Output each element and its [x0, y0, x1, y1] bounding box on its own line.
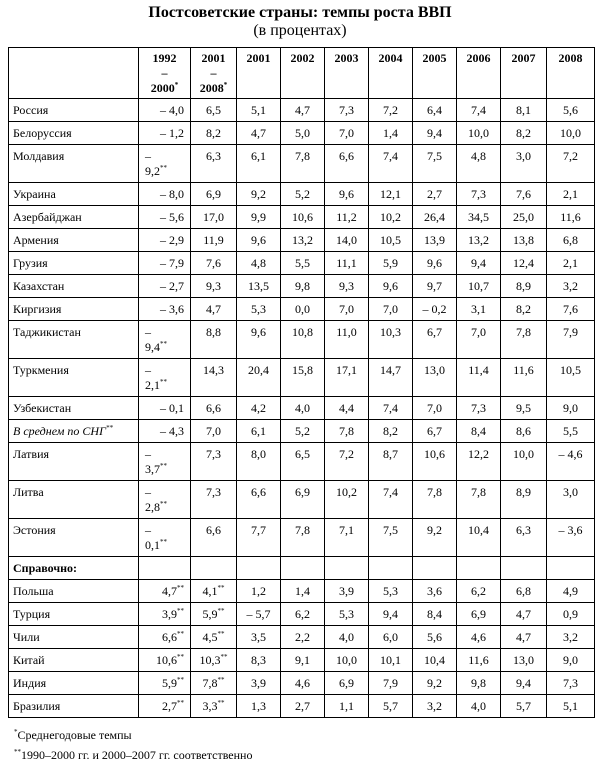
- cell-value: 2,1: [547, 183, 595, 206]
- cell-value: 5,2: [281, 183, 325, 206]
- cell-value: 9,7: [413, 275, 457, 298]
- cell-value: 9,4: [457, 252, 501, 275]
- header-col: 1992 – 2000*: [139, 48, 191, 99]
- cell-value: 6,6**: [139, 626, 191, 649]
- row-label: Туркмения: [9, 359, 139, 397]
- cell-value: 7,0: [413, 397, 457, 420]
- cell-value: 3,9**: [139, 603, 191, 626]
- cell-value: 11,2: [325, 206, 369, 229]
- cell-value: 4,5**: [191, 626, 237, 649]
- cell-value: [191, 557, 237, 580]
- cell-value: – 8,0: [139, 183, 191, 206]
- cell-value: 9,1: [281, 649, 325, 672]
- footnote-1: *Среднегодовые темпы: [14, 728, 132, 742]
- cell-value: 7,8: [501, 321, 547, 359]
- cell-value: – 0,1**: [139, 519, 191, 557]
- table-row: [9, 443, 595, 481]
- cell-value: 4,7**: [139, 580, 191, 603]
- cell-value: 3,2: [413, 695, 457, 718]
- cell-value: 5,7: [369, 695, 413, 718]
- cell-value: 7,4: [457, 99, 501, 122]
- cell-value: – 2,8**: [139, 481, 191, 519]
- cell-value: 9,6: [325, 183, 369, 206]
- row-label: Бразилия: [9, 695, 139, 718]
- cell-value: 10,1: [369, 649, 413, 672]
- cell-value: – 2,7: [139, 275, 191, 298]
- cell-value: [501, 557, 547, 580]
- cell-value: 7,3: [191, 443, 237, 481]
- cell-value: – 2,1**: [139, 359, 191, 397]
- header-col: 2007: [501, 48, 547, 99]
- cell-value: 6,1: [237, 145, 281, 183]
- cell-value: 14,0: [325, 229, 369, 252]
- cell-value: 8,2: [191, 122, 237, 145]
- cell-value: 7,8: [281, 519, 325, 557]
- table-row: [9, 298, 595, 321]
- cell-value: [369, 557, 413, 580]
- cell-value: 4,6: [281, 672, 325, 695]
- cell-value: 13,0: [501, 649, 547, 672]
- cell-value: 11,1: [325, 252, 369, 275]
- row-label: Таджикистан: [9, 321, 139, 359]
- cell-value: 13,2: [457, 229, 501, 252]
- cell-value: 6,7: [413, 420, 457, 443]
- cell-value: 7,8: [281, 145, 325, 183]
- cell-value: 10,0: [547, 122, 595, 145]
- cell-value: 10,0: [501, 443, 547, 481]
- cell-value: 3,0: [547, 481, 595, 519]
- cell-value: 9,4: [413, 122, 457, 145]
- row-label: Узбекистан: [9, 397, 139, 420]
- cell-value: 7,0: [457, 321, 501, 359]
- row-label: Белоруссия: [9, 122, 139, 145]
- cell-value: 9,2: [413, 672, 457, 695]
- cell-value: 11,6: [501, 359, 547, 397]
- cell-value: 7,6: [547, 298, 595, 321]
- cell-value: 8,4: [457, 420, 501, 443]
- cell-value: 6,0: [369, 626, 413, 649]
- cell-value: 13,9: [413, 229, 457, 252]
- cell-value: 6,5: [281, 443, 325, 481]
- cell-value: 9,8: [457, 672, 501, 695]
- cell-value: 3,2: [547, 626, 595, 649]
- cell-value: 6,5: [191, 99, 237, 122]
- row-label: Польша: [9, 580, 139, 603]
- header-col: 2005: [413, 48, 457, 99]
- cell-value: 10,7: [457, 275, 501, 298]
- cell-value: 10,5: [547, 359, 595, 397]
- cell-value: 1,4: [281, 580, 325, 603]
- page-subtitle: (в процентах): [253, 22, 347, 39]
- cell-value: 7,3: [191, 481, 237, 519]
- table-row: [9, 672, 595, 695]
- header-country: [9, 48, 139, 99]
- cell-value: 6,6: [237, 481, 281, 519]
- cell-value: 12,1: [369, 183, 413, 206]
- cell-value: 7,6: [191, 252, 237, 275]
- gdp-growth-table: [8, 47, 595, 718]
- cell-value: – 3,7**: [139, 443, 191, 481]
- row-label: Азербайджан: [9, 206, 139, 229]
- table-row: [9, 229, 595, 252]
- table-row: [9, 145, 595, 183]
- table-row: [9, 580, 595, 603]
- row-label: Литва: [9, 481, 139, 519]
- cell-value: 12,2: [457, 443, 501, 481]
- cell-value: 4,4: [325, 397, 369, 420]
- cell-value: 6,2: [281, 603, 325, 626]
- cell-value: – 2,9: [139, 229, 191, 252]
- table-row: [9, 626, 595, 649]
- cell-value: 9,2: [237, 183, 281, 206]
- cell-value: 5,1: [237, 99, 281, 122]
- cell-value: – 9,2**: [139, 145, 191, 183]
- cell-value: 17,0: [191, 206, 237, 229]
- cell-value: 25,0: [501, 206, 547, 229]
- cell-value: – 5,7: [237, 603, 281, 626]
- cell-value: 4,1**: [191, 580, 237, 603]
- cell-value: 10,0: [457, 122, 501, 145]
- row-label: Киргизия: [9, 298, 139, 321]
- cell-value: 7,2: [325, 443, 369, 481]
- table-row: [9, 275, 595, 298]
- cell-value: 3,3**: [191, 695, 237, 718]
- section-row: [9, 557, 595, 580]
- cell-value: [325, 557, 369, 580]
- row-label: Индия: [9, 672, 139, 695]
- cell-value: 7,4: [369, 481, 413, 519]
- cell-value: 8,6: [501, 420, 547, 443]
- cell-value: 5,9: [369, 252, 413, 275]
- cell-value: 9,0: [547, 397, 595, 420]
- cell-value: 8,9: [501, 275, 547, 298]
- row-label: Турция: [9, 603, 139, 626]
- cell-value: 9,2: [413, 519, 457, 557]
- cell-value: 9,0: [547, 649, 595, 672]
- cell-value: – 0,1: [139, 397, 191, 420]
- table-row: [9, 397, 595, 420]
- row-label: Эстония: [9, 519, 139, 557]
- cell-value: – 9,4**: [139, 321, 191, 359]
- row-label: Грузия: [9, 252, 139, 275]
- cell-value: 7,5: [369, 519, 413, 557]
- cell-value: 1,1: [325, 695, 369, 718]
- row-label: Чили: [9, 626, 139, 649]
- table-row: [9, 519, 595, 557]
- cell-value: 11,9: [191, 229, 237, 252]
- cell-value: 5,6: [547, 99, 595, 122]
- row-label: Казахстан: [9, 275, 139, 298]
- header-col: 2001: [237, 48, 281, 99]
- cell-value: 7,8: [413, 481, 457, 519]
- cell-value: 7,2: [369, 99, 413, 122]
- footnote-2: **1990–2000 гг. и 2000–2007 гг. соответственно: [14, 748, 253, 762]
- cell-value: 10,3**: [191, 649, 237, 672]
- cell-value: 10,0: [325, 649, 369, 672]
- cell-value: 10,5: [369, 229, 413, 252]
- cell-value: 7,3: [325, 99, 369, 122]
- cell-value: 6,9: [281, 481, 325, 519]
- cell-value: 6,4: [413, 99, 457, 122]
- table-row: [9, 122, 595, 145]
- cell-value: 10,8: [281, 321, 325, 359]
- cell-value: 12,4: [501, 252, 547, 275]
- cell-value: 1,4: [369, 122, 413, 145]
- cell-value: 34,5: [457, 206, 501, 229]
- row-label: Китай: [9, 649, 139, 672]
- cell-value: 7,9: [547, 321, 595, 359]
- table-row: [9, 695, 595, 718]
- cell-value: 4,8: [457, 145, 501, 183]
- header-col: 2001 – 2008*: [191, 48, 237, 99]
- cell-value: 7,8**: [191, 672, 237, 695]
- row-label: Россия: [9, 99, 139, 122]
- cell-value: 5,3: [237, 298, 281, 321]
- cell-value: 11,4: [457, 359, 501, 397]
- cell-value: 7,9: [369, 672, 413, 695]
- row-label: Украина: [9, 183, 139, 206]
- cell-value: 4,6: [457, 626, 501, 649]
- cell-value: 3,9: [237, 672, 281, 695]
- cell-value: 3,6: [413, 580, 457, 603]
- cell-value: 2,7**: [139, 695, 191, 718]
- cell-value: [237, 557, 281, 580]
- cell-value: 4,7: [237, 122, 281, 145]
- cell-value: [139, 557, 191, 580]
- cell-value: 8,2: [501, 298, 547, 321]
- cell-value: [457, 557, 501, 580]
- cell-value: 7,0: [369, 298, 413, 321]
- page-title: Постсоветские страны: темпы роста ВВП: [148, 4, 452, 21]
- table-row: [9, 252, 595, 275]
- cell-value: 5,3: [325, 603, 369, 626]
- cell-value: 9,9: [237, 206, 281, 229]
- cell-value: 5,9**: [139, 672, 191, 695]
- cell-value: 9,4: [501, 672, 547, 695]
- table-row: [9, 603, 595, 626]
- cell-value: 3,0: [501, 145, 547, 183]
- cell-value: 6,9: [457, 603, 501, 626]
- cell-value: 5,5: [547, 420, 595, 443]
- cell-value: 6,1: [237, 420, 281, 443]
- cell-value: 6,3: [501, 519, 547, 557]
- cell-value: 4,7: [501, 626, 547, 649]
- header-col: 2003: [325, 48, 369, 99]
- cell-value: 3,9: [325, 580, 369, 603]
- cell-value: 5,2: [281, 420, 325, 443]
- cell-value: 9,3: [325, 275, 369, 298]
- cell-value: 14,3: [191, 359, 237, 397]
- cell-value: 5,9**: [191, 603, 237, 626]
- cell-value: – 0,2: [413, 298, 457, 321]
- cell-value: 4,8: [237, 252, 281, 275]
- cell-value: 5,7: [501, 695, 547, 718]
- cell-value: 8,2: [501, 122, 547, 145]
- cell-value: 10,4: [413, 649, 457, 672]
- cell-value: 7,3: [547, 672, 595, 695]
- table-row: [9, 649, 595, 672]
- table-row: [9, 183, 595, 206]
- cell-value: 8,8: [191, 321, 237, 359]
- cell-value: 13,8: [501, 229, 547, 252]
- cell-value: 4,2: [237, 397, 281, 420]
- cell-value: 7,8: [457, 481, 501, 519]
- table-row: [9, 99, 595, 122]
- cell-value: 13,5: [237, 275, 281, 298]
- cell-value: 6,6: [325, 145, 369, 183]
- cell-value: 6,6: [191, 519, 237, 557]
- cell-value: 9,3: [191, 275, 237, 298]
- cell-value: 6,9: [191, 183, 237, 206]
- cell-value: 4,7: [191, 298, 237, 321]
- cell-value: 10,6: [413, 443, 457, 481]
- table-row: [9, 420, 595, 443]
- cell-value: – 3,6: [547, 519, 595, 557]
- header-col: 2008: [547, 48, 595, 99]
- cell-value: 7,5: [413, 145, 457, 183]
- cell-value: – 4,6: [547, 443, 595, 481]
- cell-value: 7,6: [501, 183, 547, 206]
- cell-value: 7,3: [457, 183, 501, 206]
- cell-value: 6,3: [191, 145, 237, 183]
- cell-value: 9,8: [281, 275, 325, 298]
- cell-value: 8,0: [237, 443, 281, 481]
- header-col: 2006: [457, 48, 501, 99]
- cell-value: 4,0: [281, 397, 325, 420]
- cell-value: – 3,6: [139, 298, 191, 321]
- cell-value: 2,2: [281, 626, 325, 649]
- cell-value: 4,7: [501, 603, 547, 626]
- cell-value: 3,1: [457, 298, 501, 321]
- cell-value: 10,2: [369, 206, 413, 229]
- cell-value: 9,6: [369, 275, 413, 298]
- cell-value: 7,0: [325, 298, 369, 321]
- row-label: Молдавия: [9, 145, 139, 183]
- cell-value: 10,6**: [139, 649, 191, 672]
- cell-value: 1,2: [237, 580, 281, 603]
- table-row: [9, 206, 595, 229]
- cell-value: 20,4: [237, 359, 281, 397]
- cell-value: 9,6: [237, 229, 281, 252]
- cell-value: 7,1: [325, 519, 369, 557]
- cell-value: 7,0: [325, 122, 369, 145]
- cell-value: 8,4: [413, 603, 457, 626]
- cell-value: 14,7: [369, 359, 413, 397]
- table-row: [9, 481, 595, 519]
- cell-value: – 4,3: [139, 420, 191, 443]
- cell-value: 5,6: [413, 626, 457, 649]
- cell-value: 6,8: [547, 229, 595, 252]
- cell-value: [413, 557, 457, 580]
- cell-value: 4,0: [325, 626, 369, 649]
- cell-value: 7,7: [237, 519, 281, 557]
- cell-value: 5,0: [281, 122, 325, 145]
- cell-value: 10,3: [369, 321, 413, 359]
- cell-value: 15,8: [281, 359, 325, 397]
- cell-value: 4,7: [281, 99, 325, 122]
- table-row: [9, 321, 595, 359]
- cell-value: 17,1: [325, 359, 369, 397]
- cell-value: 0,0: [281, 298, 325, 321]
- cell-value: 6,2: [457, 580, 501, 603]
- cell-value: 7,2: [547, 145, 595, 183]
- cell-value: 8,2: [369, 420, 413, 443]
- row-label: Армения: [9, 229, 139, 252]
- cell-value: 8,1: [501, 99, 547, 122]
- cell-value: 5,3: [369, 580, 413, 603]
- cell-value: 2,7: [413, 183, 457, 206]
- cell-value: 6,7: [413, 321, 457, 359]
- cell-value: [547, 557, 595, 580]
- cell-value: 10,2: [325, 481, 369, 519]
- table-row: [9, 359, 595, 397]
- cell-value: 3,2: [547, 275, 595, 298]
- cell-value: – 5,6: [139, 206, 191, 229]
- cell-value: 8,9: [501, 481, 547, 519]
- row-label: Справочно:: [9, 557, 139, 580]
- cell-value: 2,7: [281, 695, 325, 718]
- cell-value: 2,1: [547, 252, 595, 275]
- header-col: 2004: [369, 48, 413, 99]
- cell-value: 7,4: [369, 397, 413, 420]
- cell-value: 9,6: [413, 252, 457, 275]
- cell-value: 7,8: [325, 420, 369, 443]
- cell-value: 6,6: [191, 397, 237, 420]
- cell-value: 4,0: [457, 695, 501, 718]
- cell-value: 9,5: [501, 397, 547, 420]
- cell-value: 6,9: [325, 672, 369, 695]
- cell-value: 7,0: [191, 420, 237, 443]
- cell-value: 11,6: [547, 206, 595, 229]
- cell-value: 10,4: [457, 519, 501, 557]
- cell-value: – 4,0: [139, 99, 191, 122]
- cell-value: 1,3: [237, 695, 281, 718]
- cell-value: 3,5: [237, 626, 281, 649]
- cell-value: [281, 557, 325, 580]
- cell-value: 26,4: [413, 206, 457, 229]
- cell-value: 7,3: [457, 397, 501, 420]
- cell-value: 6,8: [501, 580, 547, 603]
- cell-value: 8,3: [237, 649, 281, 672]
- cell-value: 7,4: [369, 145, 413, 183]
- header-col: 2002: [281, 48, 325, 99]
- cell-value: 4,9: [547, 580, 595, 603]
- cell-value: 11,0: [325, 321, 369, 359]
- cell-value: – 7,9: [139, 252, 191, 275]
- cell-value: 0,9: [547, 603, 595, 626]
- cell-value: 10,6: [281, 206, 325, 229]
- table-header-row: [9, 48, 595, 99]
- cell-value: 9,4: [369, 603, 413, 626]
- cell-value: 9,6: [237, 321, 281, 359]
- row-label: Латвия: [9, 443, 139, 481]
- cell-value: 11,6: [457, 649, 501, 672]
- cell-value: 13,2: [281, 229, 325, 252]
- cell-value: – 1,2: [139, 122, 191, 145]
- cell-value: 8,7: [369, 443, 413, 481]
- cell-value: 13,0: [413, 359, 457, 397]
- row-label: В среднем по СНГ**: [9, 420, 139, 443]
- cell-value: 5,5: [281, 252, 325, 275]
- cell-value: 5,1: [547, 695, 595, 718]
